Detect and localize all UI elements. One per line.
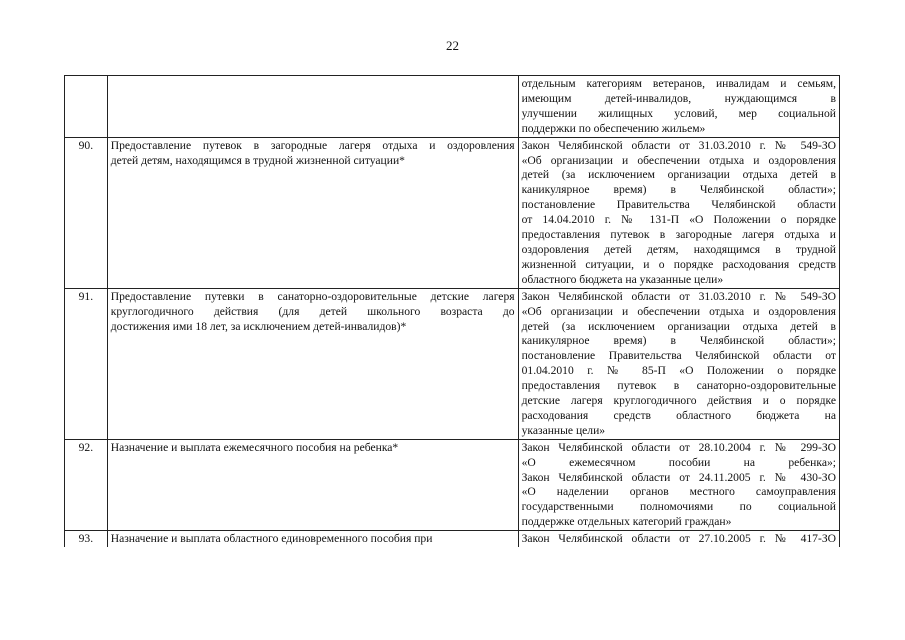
legal-basis-line: «Об организации и обеспечении отдыха и оздоровления [521, 304, 836, 318]
table-row [65, 76, 840, 138]
legal-basis-line: предоставления путевок в санаторно-оздоровительные [521, 379, 836, 393]
legal-basis-line: Закон Челябинской области от 31.03.2010 г. № 549-ЗО [521, 289, 836, 303]
table-body [65, 76, 840, 548]
legal-basis-line: областного бюджета на указанные цели» [521, 272, 724, 286]
document-table [64, 75, 840, 547]
table-row [65, 531, 840, 547]
service-name-cell [107, 531, 518, 547]
legal-basis-line: предоставления путевок в загородные лагеря отдыха и [521, 228, 836, 242]
service-name-line: Предоставление путевок в загородные лагеря отдыха и оздоровления [110, 138, 515, 152]
legal-basis-line: от 14.04.2010 г. № 131-П «О Положении о порядке [521, 213, 836, 227]
service-name-line: достижения ими 18 лет, за исключением детей-инвалидов)* [110, 319, 407, 333]
legal-basis-line: 01.04.2010 г. № 85-П «О Положении о порядке [521, 364, 836, 378]
legal-basis-line: «О наделении органов местного самоуправления [521, 485, 836, 499]
service-name-cell [107, 76, 518, 138]
table-row [65, 439, 840, 530]
legal-basis-line: «Об организации и обеспечении отдыха и оздоровления [521, 153, 836, 167]
service-name-line: круглогодичного действия (для детей школьного возраста до [110, 304, 515, 318]
legal-basis-line: «О ежемесячном пособии на ребенка»; [521, 455, 836, 469]
service-name-line: детей детям, находящимся в трудной жизненной ситуации* [110, 153, 405, 167]
legal-basis-line: детские лагеря круглогодичного действия и о порядке [521, 394, 836, 408]
legal-basis-line: детей (за исключением организации отдыха детей в [521, 319, 836, 333]
legal-basis-cell [518, 531, 839, 547]
legal-basis-line: поддержке отдельных категорий граждан» [521, 515, 732, 529]
legal-basis-line: отдельным категориям ветеранов, инвалидам и семьям, [521, 77, 836, 90]
legal-basis-line: имеющим детей-инвалидов, нуждающимся в [521, 91, 836, 105]
legal-basis-line: оздоровления детей детям, находящимся в трудной [521, 242, 836, 256]
page-number: 22 [446, 38, 459, 53]
service-name-line: Назначение и выплата областного единовременного пособия при [110, 532, 433, 546]
legal-basis-line: указанные цели» [521, 423, 606, 437]
service-name-line: Предоставление путевки в санаторно-оздоровительные детские лагеря [110, 289, 515, 303]
legal-basis-line: улучшении жилищных условий, мер социальной [521, 106, 836, 120]
legal-basis-line: постановление Правительства Челябинской области [521, 198, 836, 212]
legal-basis-line: Закон Челябинской области от 27.10.2005 г. № 417-ЗО [521, 532, 836, 546]
legal-basis-line: Закон Челябинской области от 31.03.2010 г. № 549-ЗО [521, 138, 836, 152]
table-row [65, 288, 840, 439]
legal-basis-line: поддержки по обеспечению жильем» [521, 121, 706, 135]
legal-basis-cell [518, 76, 839, 138]
service-name-cell [107, 288, 518, 439]
table-row [65, 137, 840, 288]
legal-basis-line: государственными полномочиями по социальной [521, 500, 836, 514]
service-name-cell [107, 137, 518, 288]
legal-basis-line: каникулярное время) в Челябинской области»; [521, 183, 836, 197]
legal-basis-line: жизненной ситуации, и о порядке расходования средств [521, 257, 836, 271]
legal-basis-line: детей (за исключением организации отдыха детей в [521, 168, 836, 182]
legal-basis-line: расходования средств областного бюджета на [521, 408, 836, 422]
legal-basis-line: каникулярное время) в Челябинской области»; [521, 334, 836, 348]
legal-basis-cell [518, 288, 839, 439]
legal-basis-line: Закон Челябинской области от 28.10.2004 г. № 299-ЗО [521, 440, 836, 454]
service-name-line: Назначение и выплата ежемесячного пособия на ребенка* [110, 440, 399, 454]
service-name-cell [107, 439, 518, 530]
row-number-cell: 91. [65, 288, 108, 439]
legal-basis-cell [518, 137, 839, 288]
legal-basis-line: постановление Правительства Челябинской области от [521, 349, 836, 363]
row-number-cell: 93. [65, 531, 108, 547]
row-number-cell [65, 76, 108, 138]
row-number-cell: 92. [65, 439, 108, 530]
legal-basis-line: Закон Челябинской области от 24.11.2005 г. № 430-ЗО [521, 470, 836, 484]
legal-basis-cell [518, 439, 839, 530]
row-number-cell: 90. [65, 137, 108, 288]
